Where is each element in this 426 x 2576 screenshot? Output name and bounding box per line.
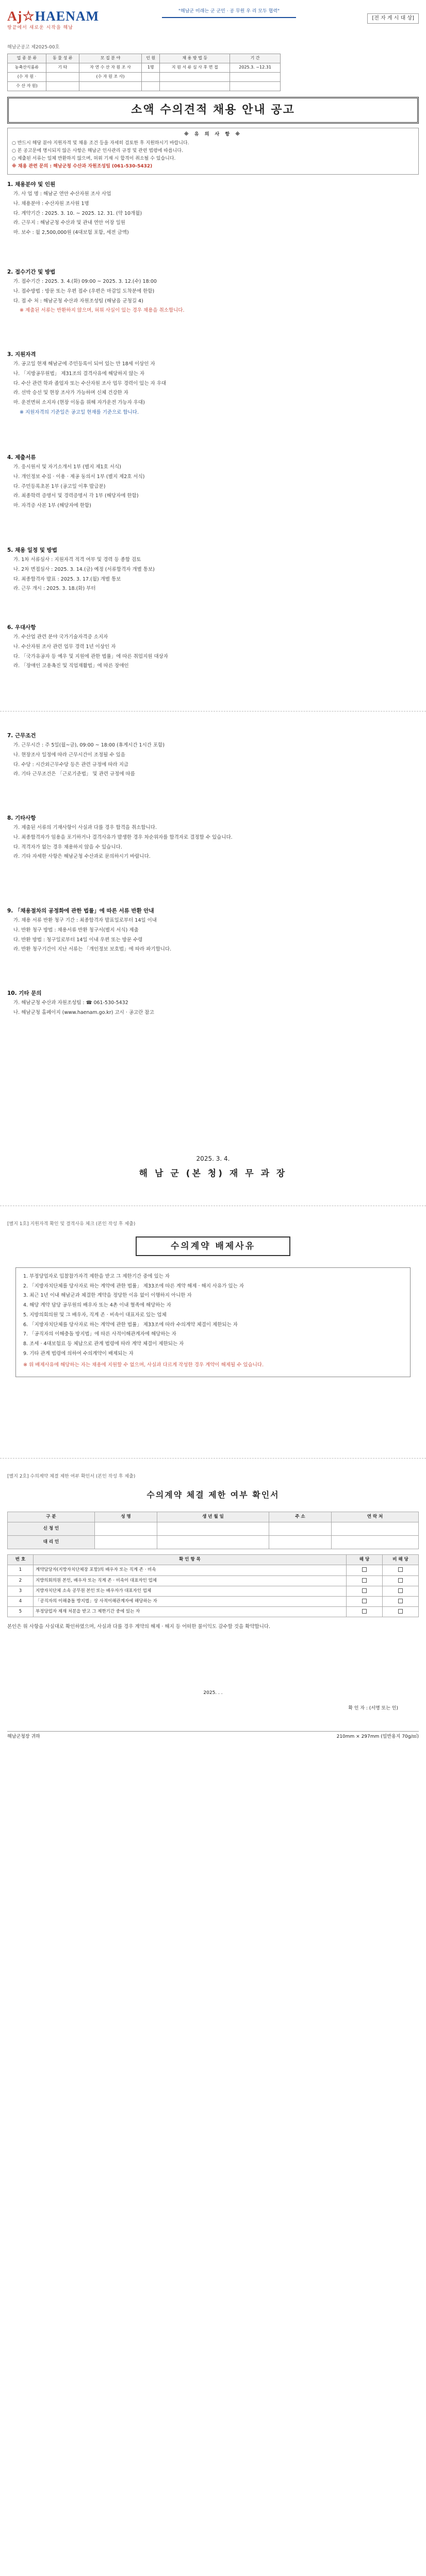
section-preferences <box>7 623 419 672</box>
section-inquiries <box>7 989 419 1019</box>
summary-cell: 1명 <box>142 63 160 73</box>
check-number: 1 <box>8 1565 34 1575</box>
section-line: 다. 적격자가 없는 경우 채용하지 않을 수 있습니다. <box>13 844 122 850</box>
check-number: 5 <box>8 1607 34 1617</box>
check-item: 지방자치단체 소속 공무원 본인 또는 배우자가 대표자인 업체 <box>34 1586 347 1596</box>
summary-table-row <box>8 73 281 82</box>
summary-cell <box>142 73 160 82</box>
section-line: 라. 기타 근무조건은 「근로기준법」 및 관련 규정에 따름 <box>13 771 135 777</box>
confirmation-date: 2025. . . <box>203 1690 223 1696</box>
check-number: 4 <box>8 1596 34 1606</box>
info-row-label: 신 청 인 <box>8 1522 95 1536</box>
section-title: 9. 「채용절차의 공정화에 관한 법률」에 따른 서류 반환 안내 <box>7 908 154 914</box>
exclusion-item: 4. 해당 계약 담당 공무원의 배우자 또는 4촌 이내 혈족에 해당하는 자 <box>23 1302 171 1309</box>
checkbox-icon[interactable] <box>398 1578 403 1583</box>
section-line: 가. 수산업 관련 분야 국가기술자격증 소지자 <box>13 634 108 640</box>
info-row-label: 대 리 인 <box>8 1536 95 1549</box>
posting-stamp: [전 자 게 시 대 상] <box>367 13 419 24</box>
section-title: 2. 접수기간 및 방법 <box>7 269 56 275</box>
section-other-matters <box>7 814 419 863</box>
restriction-check-table <box>7 1554 419 1617</box>
check-item: 부정당업자 제재 처분을 받고 그 제한기간 중에 있는 자 <box>34 1607 347 1617</box>
checkbox-icon[interactable] <box>398 1599 403 1603</box>
exclusion-item: 9. 기타 관계 법령에 의하여 수의계약이 배제되는 자 <box>23 1350 134 1357</box>
summary-cell <box>160 82 230 91</box>
check-row <box>8 1575 419 1586</box>
summary-cell: 수 산 자 원) <box>8 82 46 91</box>
section-line: 다. 반환 방법 : 청구일로부터 14일 이내 우편 또는 방문 수령 <box>13 937 143 943</box>
notice-title: 소액 수의견적 채용 안내 공고 <box>7 97 419 124</box>
exclusion-item: 6. 「지방자치단체를 당사자로 하는 계약에 관한 법률」 제33조에 따라 수의계약 체결이 제한되는 자 <box>23 1321 238 1328</box>
section-document-return <box>7 907 419 956</box>
confirmer-signature-line: 확 인 자 : (서명 또는 인) <box>348 1706 398 1711</box>
caution-contact-line: ※ 채용 관련 문의 : 해남군청 수산과 자원조성팀 (061-530-5432) <box>12 163 153 169</box>
section-line: 가. 해남군청 수산과 자원조성팀 : ☎ 061-530-5432 <box>13 1000 128 1006</box>
section-line: 나. 개인정보 수집 · 이용 · 제공 동의서 1부 (별지 제2호 서식) <box>13 473 145 480</box>
page-divider <box>0 1458 426 1459</box>
summary-header-cell: 모 집 분 야 <box>79 54 142 63</box>
checkbox-icon[interactable] <box>398 1609 403 1614</box>
section-line: 다. 접 수 처 : 해남군청 수산과 자원조성팀 (해남읍 군청길 4) <box>13 298 143 304</box>
section-line: 다. 수산 관련 학과 졸업자 또는 수산자원 조사 업무 경력이 있는 자 우대 <box>13 380 167 386</box>
summary-cell: 2025.3. ~12.31 <box>230 63 281 73</box>
summary-header-cell: 채 용 방 법 등 <box>160 54 230 63</box>
section-title: 6. 우대사항 <box>7 624 36 631</box>
attachment-2-label: [별지 2호] 수의계약 체결 제한 여부 확인서 (본인 작성 후 제출) <box>7 1474 136 1479</box>
section-line: 라. 근무지 : 해남군청 수산과 및 관내 연안 어장 일원 <box>13 220 125 226</box>
section-line: 라. 반환 청구기간이 지난 서류는 「개인정보 보호법」에 따라 파기합니다. <box>13 946 172 953</box>
caution-line: ○ 본 공고문에 명시되지 않은 사항은 해남군 인사관리 규정 및 관련 법령에 따릅니다. <box>12 148 183 154</box>
section-line: 라. 「장애인 고용촉진 및 직업재활법」에 따른 장애인 <box>13 663 129 669</box>
section-line: 나. 2차 면접심사 : 2025. 3. 14.(금) 예정 (서류합격자 개별 통보) <box>13 566 155 572</box>
section-line: 가. 응시원서 및 자기소개서 1부 (별지 제1호 서식) <box>13 464 121 470</box>
exclusion-note: ※ 위 배제사유에 해당하는 자는 채용에 지원할 수 없으며, 사실과 다르게 작성한 경우 계약이 해제될 수 있습니다. <box>23 1362 264 1368</box>
check-header-cell: 확 인 항 목 <box>34 1555 347 1565</box>
section-eligibility <box>7 350 419 419</box>
section-line: 나. 해남군청 홈페이지 (www.haenam.go.kr) 고시 · 공고란 참고 <box>13 1009 154 1015</box>
summary-cell: 자 연 수 산 자 원 조 사 <box>79 63 142 73</box>
section-line: 라. 기타 자세한 사항은 해남군청 수산과로 문의하시기 바랍니다. <box>13 854 151 860</box>
summary-header-cell: 인 원 <box>142 54 160 63</box>
attachment-1-label: [별지 1호] 지원자격 확인 및 결격사유 체크 (본인 작성 후 제출) <box>7 1222 136 1227</box>
section-line: 가. 사 업 명 : 해남군 연안 수산자원 조사 사업 <box>13 191 111 197</box>
summary-cell <box>230 82 281 91</box>
document-header <box>7 4 419 41</box>
form-footer <box>7 1731 419 1741</box>
info-header-cell: 생 년 월 일 <box>157 1512 269 1522</box>
not-applicable-checkbox[interactable] <box>383 1575 419 1586</box>
footer-addressee: 해남군청장 귀하 <box>7 1734 40 1739</box>
recruitment-summary-table <box>7 54 281 91</box>
summary-cell <box>79 82 142 91</box>
section-title: 10. 기타 문의 <box>7 990 42 996</box>
check-header-row <box>8 1555 419 1565</box>
section-required-documents <box>7 453 419 512</box>
checkbox-icon[interactable] <box>362 1609 367 1614</box>
not-applicable-checkbox[interactable] <box>383 1586 419 1596</box>
exclusion-item: 7. 「공직자의 이해충돌 방지법」에 따른 사적이해관계자에 해당하는 자 <box>23 1331 176 1337</box>
summary-cell: (수 자 원 · <box>8 73 46 82</box>
exclusion-item: 2. 「지방자치단체를 당사자로 하는 계약에 관한 법률」 제33조에 따른 계약 해제 · 해지 사유가 있는 자 <box>23 1283 244 1289</box>
section-line: 다. 「국가유공자 등 예우 및 지원에 관한 법률」에 따른 취업지원 대상자 <box>13 653 168 659</box>
check-row <box>8 1586 419 1596</box>
notice-date: 2025. 3. 4. <box>196 1155 230 1162</box>
haenam-logo <box>7 6 99 27</box>
section-line: 라. 최종학력 증명서 및 경력증명서 각 1부 (해당자에 한함) <box>13 493 139 499</box>
not-applicable-checkbox[interactable] <box>383 1565 419 1575</box>
check-header-cell: 번 호 <box>8 1555 34 1565</box>
checkbox-icon[interactable] <box>362 1588 367 1593</box>
section-line: 라. 선박 승선 및 현장 조사가 가능하며 신체 건강한 자 <box>13 390 128 396</box>
checkbox-icon[interactable] <box>362 1578 367 1583</box>
section-warning-line: ※ 제출된 서류는 반환하지 않으며, 허위 사실이 있는 경우 채용을 취소합니다. <box>20 308 185 314</box>
summary-cell: 기 타 <box>46 63 79 73</box>
caution-title: ※ 유 의 사 항 ※ <box>184 132 242 137</box>
section-line: 나. 반환 청구 방법 : 채용서류 반환 청구서(별지 서식) 제출 <box>13 927 139 933</box>
check-row <box>8 1607 419 1617</box>
confirmation-statement: 본인은 위 사항을 사실대로 확인하였으며, 사실과 다를 경우 계약의 해제 · 해지 등 어떠한 불이익도 감수할 것을 확약합니다. <box>7 1624 271 1630</box>
not-applicable-checkbox[interactable] <box>383 1607 419 1617</box>
section-title: 5. 채용 일정 및 방법 <box>7 547 57 553</box>
summary-cell: 농축산식품류 <box>8 63 46 73</box>
exclusion-item: 5. 지방의회의원 및 그 배우자, 직계 존 · 비속이 대표자로 있는 업체 <box>23 1312 167 1318</box>
section-application-period <box>7 268 419 317</box>
section-line: 가. 공고일 현재 해남군에 주민등록이 되어 있는 만 18세 이상인 자 <box>13 361 155 367</box>
applicable-checkbox[interactable] <box>347 1575 383 1586</box>
section-line: 가. 제출된 서류의 기재사항이 사실과 다를 경우 합격을 취소합니다. <box>13 825 157 831</box>
summary-table-row <box>8 63 281 73</box>
caution-line: ○ 제출된 서류는 일체 반환하지 않으며, 허위 기재 시 합격이 취소될 수 있습니다. <box>12 156 176 161</box>
section-line: 다. 주민등록초본 1부 (공고일 이후 발급분) <box>13 483 106 489</box>
check-item: 계약담당자(지방자치단체장 포함)의 배우자 또는 직계 존 · 비속 <box>34 1565 347 1575</box>
section-title: 1. 채용분야 및 인원 <box>7 181 56 188</box>
summary-cell <box>160 73 230 82</box>
summary-cell <box>230 73 281 82</box>
caution-notice-box <box>7 128 419 175</box>
applicant-info-header-row <box>8 1512 419 1522</box>
issuer-name: 해 남 군 (본 청) 재 무 과 장 <box>139 1168 287 1179</box>
summary-header-cell: 업 종 분 류 <box>8 54 46 63</box>
address-field[interactable] <box>269 1522 331 1536</box>
attachment-1-title: 수의계약 배제사유 <box>136 1236 290 1256</box>
phone-field[interactable] <box>332 1536 419 1549</box>
section-title: 7. 근무조건 <box>7 733 36 739</box>
header-slogan: "해남군 미래는 군 군민 · 공 무원 우 리 모두 협력" <box>162 8 296 18</box>
logo-mark: Aj☆ <box>7 9 35 24</box>
summary-cell <box>46 73 79 82</box>
applicant-info-section <box>7 1510 419 1633</box>
section-line: 마. 자격증 사본 1부 (해당자에 한함) <box>13 503 91 509</box>
birthdate-field[interactable] <box>157 1536 269 1549</box>
check-header-cell: 비 해 당 <box>383 1555 419 1565</box>
exclusion-item: 8. 조세 · 4대보험료 등 체납으로 관계 법령에 따라 계약 체결이 제한되는 자 <box>23 1341 184 1347</box>
applicant-info-row <box>8 1522 419 1536</box>
summary-table-row <box>8 82 281 91</box>
checkbox-icon[interactable] <box>398 1567 403 1572</box>
signature-block <box>7 1154 419 1180</box>
section-line: 마. 보수 : 월 2,500,000원 (4대보험 포함, 세전 금액) <box>13 230 129 236</box>
section-line: 가. 채용 서류 반환 청구 기간 : 최종합격자 발표일로부터 14일 이내 <box>13 918 157 924</box>
exclusion-reasons-box <box>15 1267 411 1377</box>
section-line: 나. 현장조사 일정에 따라 근무시간이 조정될 수 있음 <box>13 752 125 758</box>
section-line: 나. 접수방법 : 방문 또는 우편 접수 (우편은 마감일 도착분에 한함) <box>13 288 155 294</box>
info-header-cell: 연 락 처 <box>332 1512 419 1522</box>
applicable-checkbox[interactable] <box>347 1596 383 1606</box>
info-header-cell: 구 분 <box>8 1512 95 1522</box>
summary-cell: (수 자 원 조 사) <box>79 73 142 82</box>
section-line: 마. 운전면허 소지자 (현장 이동을 위해 자가운전 가능자 우대) <box>13 400 145 406</box>
section-note-line: ※ 지원자격의 기준일은 공고일 현재를 기준으로 합니다. <box>20 409 139 415</box>
exclusion-item: 1. 부정당업자로 입찰참가자격 제한을 받고 그 제한기간 중에 있는 자 <box>23 1274 170 1279</box>
check-number: 2 <box>8 1575 34 1586</box>
applicable-checkbox[interactable] <box>347 1565 383 1575</box>
applicant-info-table <box>7 1512 419 1549</box>
logo-wordmark: HAENAM <box>35 9 100 24</box>
section-line: 다. 계약기간 : 2025. 3. 10. ~ 2025. 12. 31. (약 10개월) <box>13 210 142 216</box>
phone-field[interactable] <box>332 1522 419 1536</box>
section-title: 3. 지원자격 <box>7 351 36 358</box>
not-applicable-checkbox[interactable] <box>383 1596 419 1606</box>
section-recruitment-field <box>7 180 419 239</box>
check-row <box>8 1596 419 1606</box>
check-item: 「공직자의 이해충돌 방지법」상 사적이해관계자에 해당하는 자 <box>34 1596 347 1606</box>
summary-cell: 지 원 서 류 심 사 후 면 접 <box>160 63 230 73</box>
summary-cell <box>46 82 79 91</box>
applicant-info-row <box>8 1536 419 1549</box>
section-line: 가. 1차 서류심사 : 지원자격 적격 여부 및 경력 등 종합 검토 <box>13 557 141 563</box>
section-line: 나. 채용분야 : 수산자원 조사원 1명 <box>13 200 89 207</box>
checkbox-icon[interactable] <box>362 1599 367 1603</box>
logo-tagline: 땅끝에서 새로운 시작을 해남 <box>7 25 73 30</box>
applicable-checkbox[interactable] <box>347 1586 383 1596</box>
section-line: 라. 근무 개시 : 2025. 3. 18.(화) 부터 <box>13 586 96 592</box>
summary-cell <box>142 82 160 91</box>
info-header-cell: 성 명 <box>94 1512 157 1522</box>
section-line: 다. 최종합격자 발표 : 2025. 3. 17.(월) 개별 통보 <box>13 576 121 582</box>
section-title: 8. 기타사항 <box>7 815 36 821</box>
section-line: 다. 수당 : 시간외근무수당 등은 관련 규정에 따라 지급 <box>13 761 129 768</box>
name-field[interactable] <box>94 1536 157 1549</box>
section-line: 나. 수산자원 조사 관련 업무 경력 1년 이상인 자 <box>13 643 116 650</box>
check-number: 3 <box>8 1586 34 1596</box>
birthdate-field[interactable] <box>157 1522 269 1536</box>
info-header-cell: 주 소 <box>269 1512 331 1522</box>
footer-paper-spec: 210mm × 297mm (일반용지 70g/㎡) <box>336 1734 419 1739</box>
notice-reference-number: 해남군공고 제2025-00호 <box>7 45 60 50</box>
confirmation-form-title: 수의계약 체결 제한 여부 확인서 <box>146 1490 280 1500</box>
summary-header-cell: 기 간 <box>230 54 281 63</box>
section-schedule <box>7 546 419 595</box>
caution-line: ○ 반드시 해당 분야 지원자격 및 채용 조건 등을 자세히 검토한 후 지원하시기 바랍니다. <box>12 140 189 146</box>
section-line: 나. 「지방공무원법」 제31조의 결격사유에 해당하지 않는 자 <box>13 370 145 377</box>
exclusion-item: 3. 최근 1년 이내 해남군과 체결한 계약을 정당한 이유 없이 이행하지 아니한 자 <box>23 1293 192 1299</box>
section-line: 가. 근무시간 : 주 5일(월~금), 09:00 ~ 18:00 (휴게시간 1시간 포함) <box>13 742 165 749</box>
section-working-conditions <box>7 732 419 781</box>
checkbox-icon[interactable] <box>398 1588 403 1593</box>
check-header-cell: 해 당 <box>347 1555 383 1565</box>
check-row <box>8 1565 419 1575</box>
name-field[interactable] <box>94 1522 157 1536</box>
checkbox-icon[interactable] <box>362 1567 367 1572</box>
section-line: 나. 최종합격자가 임용을 포기하거나 결격사유가 발생한 경우 차순위자를 합격자로 결정할 수 있습니다. <box>13 834 233 840</box>
address-field[interactable] <box>269 1536 331 1549</box>
summary-header-cell: 동 물 성 류 <box>46 54 79 63</box>
section-line: 가. 접수기간 : 2025. 3. 4.(화) 09:00 ~ 2025. 3. 12.(수) 18:00 <box>13 279 157 285</box>
summary-table-header-row <box>8 54 281 63</box>
section-title: 4. 제출서류 <box>7 454 36 461</box>
applicable-checkbox[interactable] <box>347 1607 383 1617</box>
check-item: 지방의회의원 본인, 배우자 또는 직계 존 · 비속이 대표자인 업체 <box>34 1575 347 1586</box>
